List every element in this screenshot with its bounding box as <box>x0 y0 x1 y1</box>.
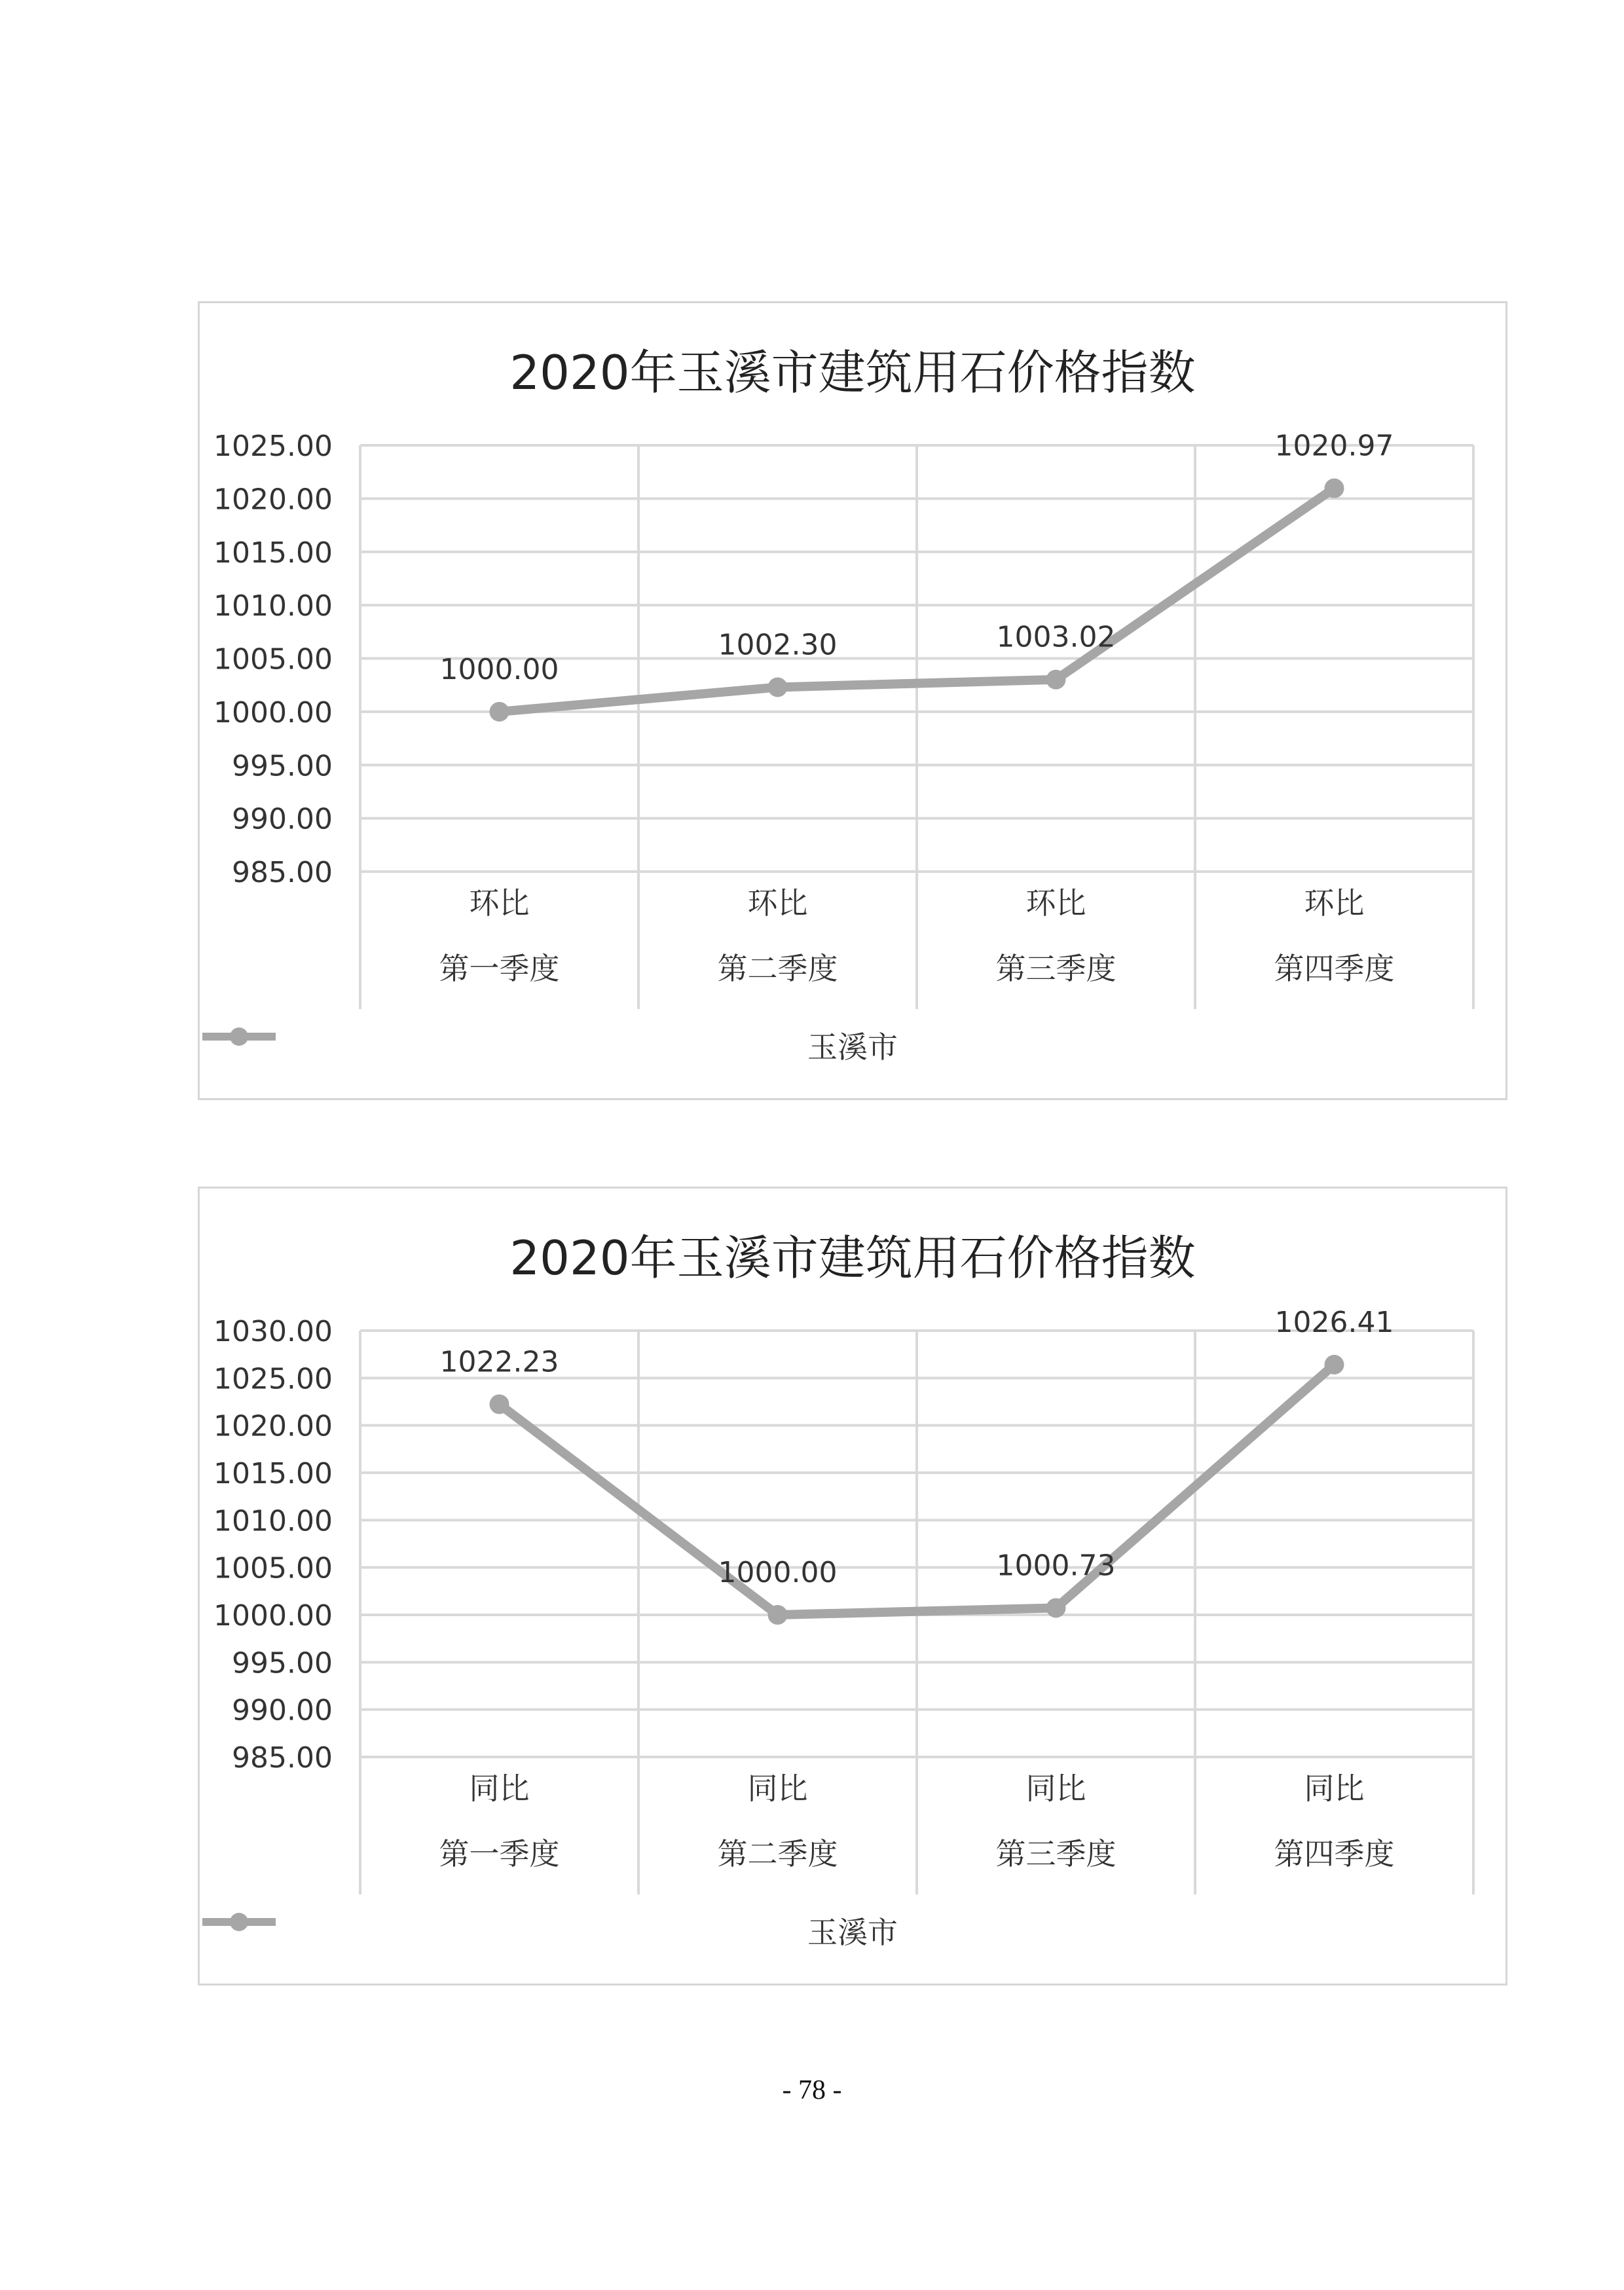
y-tick-label: 1005.00 <box>213 642 333 676</box>
y-tick-label: 1015.00 <box>213 1457 333 1490</box>
y-tick-label: 1025.00 <box>213 1362 333 1396</box>
x-tick-label: 第三季度 <box>995 951 1116 986</box>
x-tick-label: 同比 <box>469 1771 530 1806</box>
y-tick-label: 1005.00 <box>213 1551 333 1585</box>
data-label: 1002.30 <box>718 628 838 662</box>
y-tick-label: 995.00 <box>232 749 333 783</box>
data-point <box>1046 670 1066 690</box>
data-label: 1003.02 <box>996 620 1116 654</box>
data-point <box>490 702 509 722</box>
x-tick-label: 同比 <box>747 1771 808 1806</box>
y-tick-label: 1025.00 <box>213 430 333 463</box>
y-tick-label: 990.00 <box>232 802 333 836</box>
legend-line-marker <box>200 1909 278 1935</box>
y-tick-label: 985.00 <box>232 856 333 889</box>
x-tick-label: 第四季度 <box>1274 1836 1395 1872</box>
x-tick-label: 第一季度 <box>439 1836 560 1872</box>
data-label: 1000.73 <box>996 1549 1116 1583</box>
x-tick-label: 第二季度 <box>717 951 838 986</box>
chart-legend <box>200 1909 1505 1952</box>
y-tick-label: 990.00 <box>232 1693 333 1727</box>
data-point <box>768 677 788 697</box>
x-tick-label: 同比 <box>1304 1771 1365 1806</box>
x-tick-label: 同比 <box>1025 1771 1086 1806</box>
data-point <box>1046 1598 1066 1617</box>
page-number: - 78 - <box>782 2075 842 2105</box>
chart-plot <box>200 1189 1509 1987</box>
y-tick-label: 985.00 <box>232 1741 333 1775</box>
x-tick-label: 第一季度 <box>439 951 560 986</box>
data-label: 1026.41 <box>1274 1305 1394 1339</box>
data-point <box>490 1394 509 1414</box>
y-tick-label: 1010.00 <box>213 1504 333 1538</box>
legend-label: 玉溪市 <box>807 1029 898 1065</box>
x-tick-label: 环比 <box>747 885 808 921</box>
data-point <box>1325 1355 1344 1375</box>
y-tick-label: 1020.00 <box>213 1409 333 1443</box>
legend-line-marker <box>200 1024 278 1050</box>
y-tick-label: 1030.00 <box>213 1315 333 1348</box>
y-tick-label: 1020.00 <box>213 483 333 517</box>
data-label: 1020.97 <box>1274 429 1394 463</box>
x-tick-label: 第四季度 <box>1274 951 1395 986</box>
chart-title: 2020年玉溪市建筑用石价格指数 <box>509 345 1196 400</box>
data-label: 1000.00 <box>718 1556 838 1589</box>
y-tick-label: 1010.00 <box>213 589 333 623</box>
x-tick-label: 环比 <box>469 885 530 921</box>
chart-qoq <box>198 301 1507 1100</box>
data-label: 1000.00 <box>439 652 559 686</box>
chart-yoy <box>198 1187 1507 1985</box>
x-tick-label: 环比 <box>1304 885 1365 921</box>
y-tick-label: 1015.00 <box>213 536 333 570</box>
chart-plot <box>200 303 1509 1102</box>
x-tick-label: 第三季度 <box>995 1836 1116 1872</box>
chart-legend <box>200 1024 1505 1067</box>
x-tick-label: 第二季度 <box>717 1836 838 1872</box>
x-tick-label: 环比 <box>1025 885 1086 921</box>
y-tick-label: 1000.00 <box>213 695 333 729</box>
legend-label: 玉溪市 <box>807 1915 898 1950</box>
data-label: 1022.23 <box>439 1345 559 1379</box>
chart-title: 2020年玉溪市建筑用石价格指数 <box>509 1230 1196 1285</box>
data-point <box>768 1605 788 1625</box>
y-tick-label: 1000.00 <box>213 1599 333 1633</box>
y-tick-label: 995.00 <box>232 1646 333 1680</box>
data-point <box>1325 479 1344 498</box>
